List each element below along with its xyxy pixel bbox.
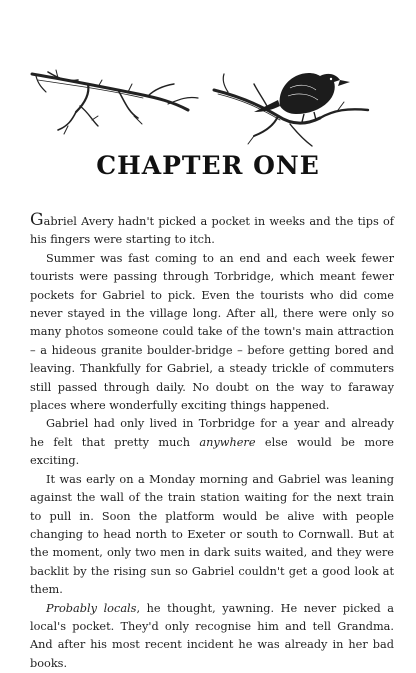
paragraph: Gabriel Avery hadn't picked a pocket in weeks and the tips of his fingers were starting to itch.	[30, 210, 394, 247]
chapter-body	[30, 210, 394, 673]
emphasis-text: Probably locals	[46, 601, 137, 615]
paragraph: Probably locals, he thought, yawning. He never picked a local's pocket. They'd only recognise him and tell Grandma. And after his most recent incident he was already in her bad books.	[30, 601, 394, 670]
paragraph: Gabriel had only lived in Torbridge for a year and already he felt that pretty much anywhere else would be more exciting.	[30, 417, 394, 468]
branch-and-crow-illustration	[28, 60, 374, 152]
drop-cap: G	[30, 210, 44, 230]
chapter-title: CHAPTER ONE	[96, 151, 320, 180]
emphasis-text: anywhere	[199, 435, 256, 449]
crow-icon	[254, 73, 350, 122]
paragraph: Summer was fast coming to an end and each week fewer tourists were passing through Torbridge, which meant fewer pockets for Gabriel to pick. Even the tourists who did come never stayed in the village long. After all, there were only so many photos someone could take of the town's main attraction – a hideous granite boulder-bridge – before getting bored and leaving. Thankfully for Gabriel, a steady trickle of commuters still passed through daily. No doubt on the way to faraway places where wonderfully exciting things happened.	[30, 251, 394, 413]
paragraph: It was early on a Monday morning and Gabriel was leaning against the wall of the train station waiting for the next train to pull in. Soon the platform would be alive with people changing to head north to Exeter or south to Cornwall. But at the moment, only two men in dark suits waited, and they were backlit by the rising sun so Gabriel couldn't get a good look at them.	[30, 472, 394, 597]
left-branch-icon	[32, 70, 198, 134]
